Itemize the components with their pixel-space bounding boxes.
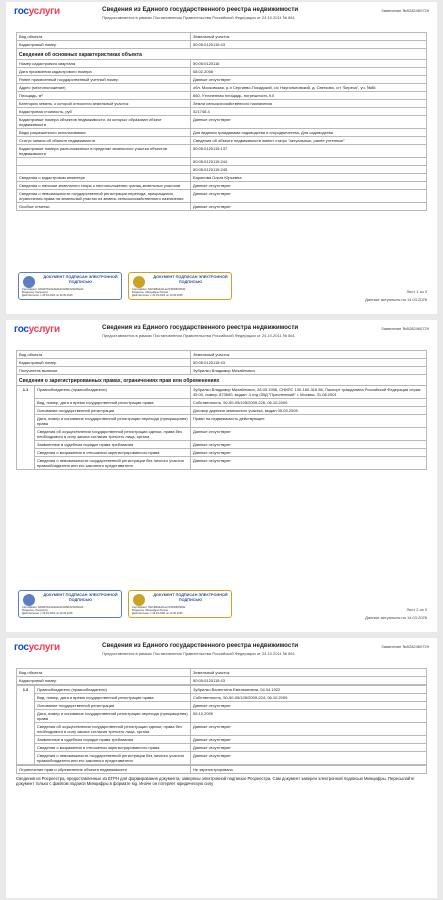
table-row: Дата присвоения кадастрового номера 08.02.2006 [17,68,427,76]
actual-date: Данные актуальны на 14.03.2025 [365,296,427,302]
coat-of-arms-icon [133,276,145,288]
table-row: Адрес (местоположение) обл. Московская, р-н Сергиево-Посадский, с/с Наугольновский, д. Светково, с/т "Береза", уч. №86 [17,84,427,92]
table-row: Вид объекта Земельный участок [17,33,427,41]
table-row: Ограничение прав и обременение объекта недвижимости Не зарегистрировано [17,766,427,774]
table-row: Сведения об осуществлении государственной регистрации сделки, права без необходимого в силу закона согласия третьего лица, органа Данные отсутствуют [17,723,427,736]
page-footer [365,288,427,303]
page-title: Сведения из Единого государственного реестра недвижимости [102,6,299,13]
gosuslugi-logo: госуслуги [14,6,60,17]
table-row: Основание государственной регистрации Данные отсутствуют [17,702,427,710]
table-row: Сведения о невозможности государственной регистрации перехода, прекращения, ограничения права на земельный участок из земель сельскохозяйственного назначения Данные отсутствуют [17,190,427,203]
document-page-2 [6,320,437,632]
table-row: Вид объекта Земельный участок [17,351,427,359]
table-row: Основание государственной регистрации Договор дарения земельного участка, выдан 05.09.2009 [17,407,427,415]
rosreestr-signature-stamp: ДОКУМЕНТ ПОДПИСАН ЭЛЕКТРОННОЙ ПОДПИСЬЮ Сертификат: 6d0d97b0c0e9a4b4c6e891023d4f2a4b Владелец: Росреестр Действителен: с 05.04.2024 по 29.06.2025 [18,590,122,618]
table-row: Сведения о невозможности государственной регистрации без личного участия правообладателя или его законного представителя Данные отсутствуют [17,457,427,470]
table-row: Категория земель, к которой относится земельный участок Земли сельскохозяйственного назначения [17,100,427,108]
table-row: Заявленные в судебном порядке права требования Данные отсутствуют [17,736,427,744]
table-row: Дата, номер и основание государственной регистрации перехода (прекращения) права Право на недвижимость действующее [17,415,427,428]
table-row: Особые отметки Данные отсутствуют [17,203,427,211]
actual-date: Данные актуальны на 14.03.2025 [365,614,427,620]
mintsifry-signature-stamp: ДОКУМЕНТ ПОДПИСАН ЭЛЕКТРОННОЙ ПОДПИСЬЮ Сертификат: 5d2c9f8a3e61ac7d45f18b09932 Владелец: Минцифры России Действителен: с 20.03.2024 по 13.06.2025 [128,590,232,618]
table-row: 1.2 Правообладатель (правообладатели) Зубрилко Валентина Емельяновна, 04.04.1922 [17,686,427,694]
statement-number: Заявление №5282460729 [381,326,429,331]
section-title: Сведения об основных характеристиках объекта [16,49,427,59]
table-row: 50:05:0120115:244 [17,158,427,166]
table-row: 50:05:0120115:245 [17,166,427,174]
table-row: Кадастровая стоимость, руб 321748.4 [17,108,427,116]
signature-note: Сведения из Росреестра, предоставленные из ЕГРН для формирования документа, заверены электронной подписью Росреестра. Сам документ заверен электронной подписью Минцифры. Пересылайте документ только с файлом подписи Минцифры в формате sig. Иначе он потеряет юридическую силу [16,776,415,787]
document-page-1 [6,2,437,314]
page-footer [365,606,427,621]
gosuslugi-logo: госуслуги [14,324,60,335]
statement-number: Заявление №5282460729 [381,8,429,13]
table-row: Заявленные в судебном порядке права требования Данные отсутствуют [17,441,427,449]
table-row: Кадастровый номер 50:05:0120115:43 [17,359,427,367]
table-row: Виды разрешенного использования Для ведения гражданами садоводства и огородничества, Для садоводства [17,129,427,137]
table-row: Вид, номер, дата и время государственной регистрации права Собственность, 50-50-05/105/2009-226, 06.10.2009 [17,399,427,407]
table-row: Кадастровые номера расположенных в пределах земельного участка объектов недвижимости 50:05:0120115:137 [17,145,427,158]
rosreestr-signature-stamp: ДОКУМЕНТ ПОДПИСАН ЭЛЕКТРОННОЙ ПОДПИСЬЮ Сертификат: 6d0d97b0c0e9a4b4c6e891023d4f2a4b Владелец: Росреестр Действителен: с 05.04.2024 по 29.06.2025 [18,272,122,300]
mintsifry-signature-stamp: ДОКУМЕНТ ПОДПИСАН ЭЛЕКТРОННОЙ ПОДПИСЬЮ Сертификат: 5d2c9f8a3e61ac7d45f18b09932 Владелец: Минцифры России Действителен: с 20.03.2024 по 13.06.2025 [128,272,232,300]
page-header [6,2,437,26]
table-row: Сведения о невозможности государственной регистрации без личного участия правообладателя или его законного представителя Данные отсутствуют [17,752,427,765]
table-row: Сведения о возражении в отношении зарегистрированного права Данные отсутствуют [17,744,427,752]
table-row: Сведения об осуществлении государственной регистрации сделки, права без необходимого в силу закона согласия третьего лица, органа Данные отсутствуют [17,428,427,441]
emblem-icon [23,594,35,606]
table-row: Ранее присвоенный государственный учетный номер Данные отсутствуют [17,76,427,84]
table-row: Номер кадастрового квартала 50:05:0120116 [17,60,427,68]
signature-stamps [18,272,238,301]
table-row: Кадастровые номера объектов недвижимости, из которых образован объект недвижимости Данные отсутствуют [17,116,427,129]
table-row: Площадь, м² 660, Уточненная площадь, погрешность 9.0 [17,92,427,100]
page-subtitle: Предоставляется в рамках Постановления Правительства Российской Федерации от 24.10.2011 № 861 [102,15,295,20]
table-row: Вид объекта Земельный участок [17,669,427,677]
signature-stamps [18,590,238,619]
table-row: 1.1 Правообладатель (правообладатели) Зубрилко Владимир Михайлович, 28.05.1956, СНИЛС 130-160-316 86, Паспорт гражданина Российской Федерации серия: 45 00, номер: 873690, выдан: 4 отд ОВД "Пресненский" г. Москвы, 31.08.2001 [17,386,427,399]
object-table [16,32,427,211]
item-number: 1.1 [17,386,35,470]
table-row: Вид, номер, дата и время государственной регистрации права Собственность, 50-50-05/105/2009-224, 06.10.2009 [17,694,427,702]
table-row: Кадастровый номер 50:05:0120115:43 [17,41,427,49]
page-subtitle: Предоставляется в рамках Постановления Правительства Российской Федерации от 24.10.2011 № 861 [102,651,295,656]
page-subtitle: Предоставляется в рамках Постановления Правительства Российской Федерации от 24.10.2011 № 861 [102,333,295,338]
document-page-3 [6,638,437,898]
table-row: Кадастровый номер 50:05:0120115:43 [17,677,427,685]
table-row: Дата, номер и основание государственной регистрации перехода (прекращения) права 06.10.2009 [17,710,427,723]
table-row: Статус записи об объекте недвижимости Сведения об объекте недвижимости имеют статус "актуальные, ранее учтенные" [17,137,427,145]
item-number: 1.2 [17,686,35,765]
page-title: Сведения из Единого государственного реестра недвижимости [102,642,299,649]
page-title: Сведения из Единого государственного реестра недвижимости [102,324,299,331]
object-table [16,350,427,470]
emblem-icon [23,276,35,288]
page-header [6,320,437,344]
gosuslugi-logo: госуслуги [14,642,60,653]
table-row: Получатель выписки Зубрилко Владимир Михайлович [17,367,427,375]
table-row: Сведения о возражении в отношении зарегистрированного права Данные отсутствуют [17,449,427,457]
section-title: Сведения о зарегистрированных правах, ограничениях прав или обременениях [16,375,427,385]
object-table [16,668,427,787]
sheet-number: Лист 2 из 3 [406,607,427,612]
page-header [6,638,437,662]
table-row: Сведения о наличии земельного спора о местоположении границ земельных участков Данные отсутствуют [17,182,427,190]
coat-of-arms-icon [133,594,145,606]
sheet-number: Лист 1 из 3 [406,289,427,294]
statement-number: Заявление №5282460729 [381,644,429,649]
table-row: Сведения о кадастровом инженере Баринова Ольга Юрьевна [17,174,427,182]
